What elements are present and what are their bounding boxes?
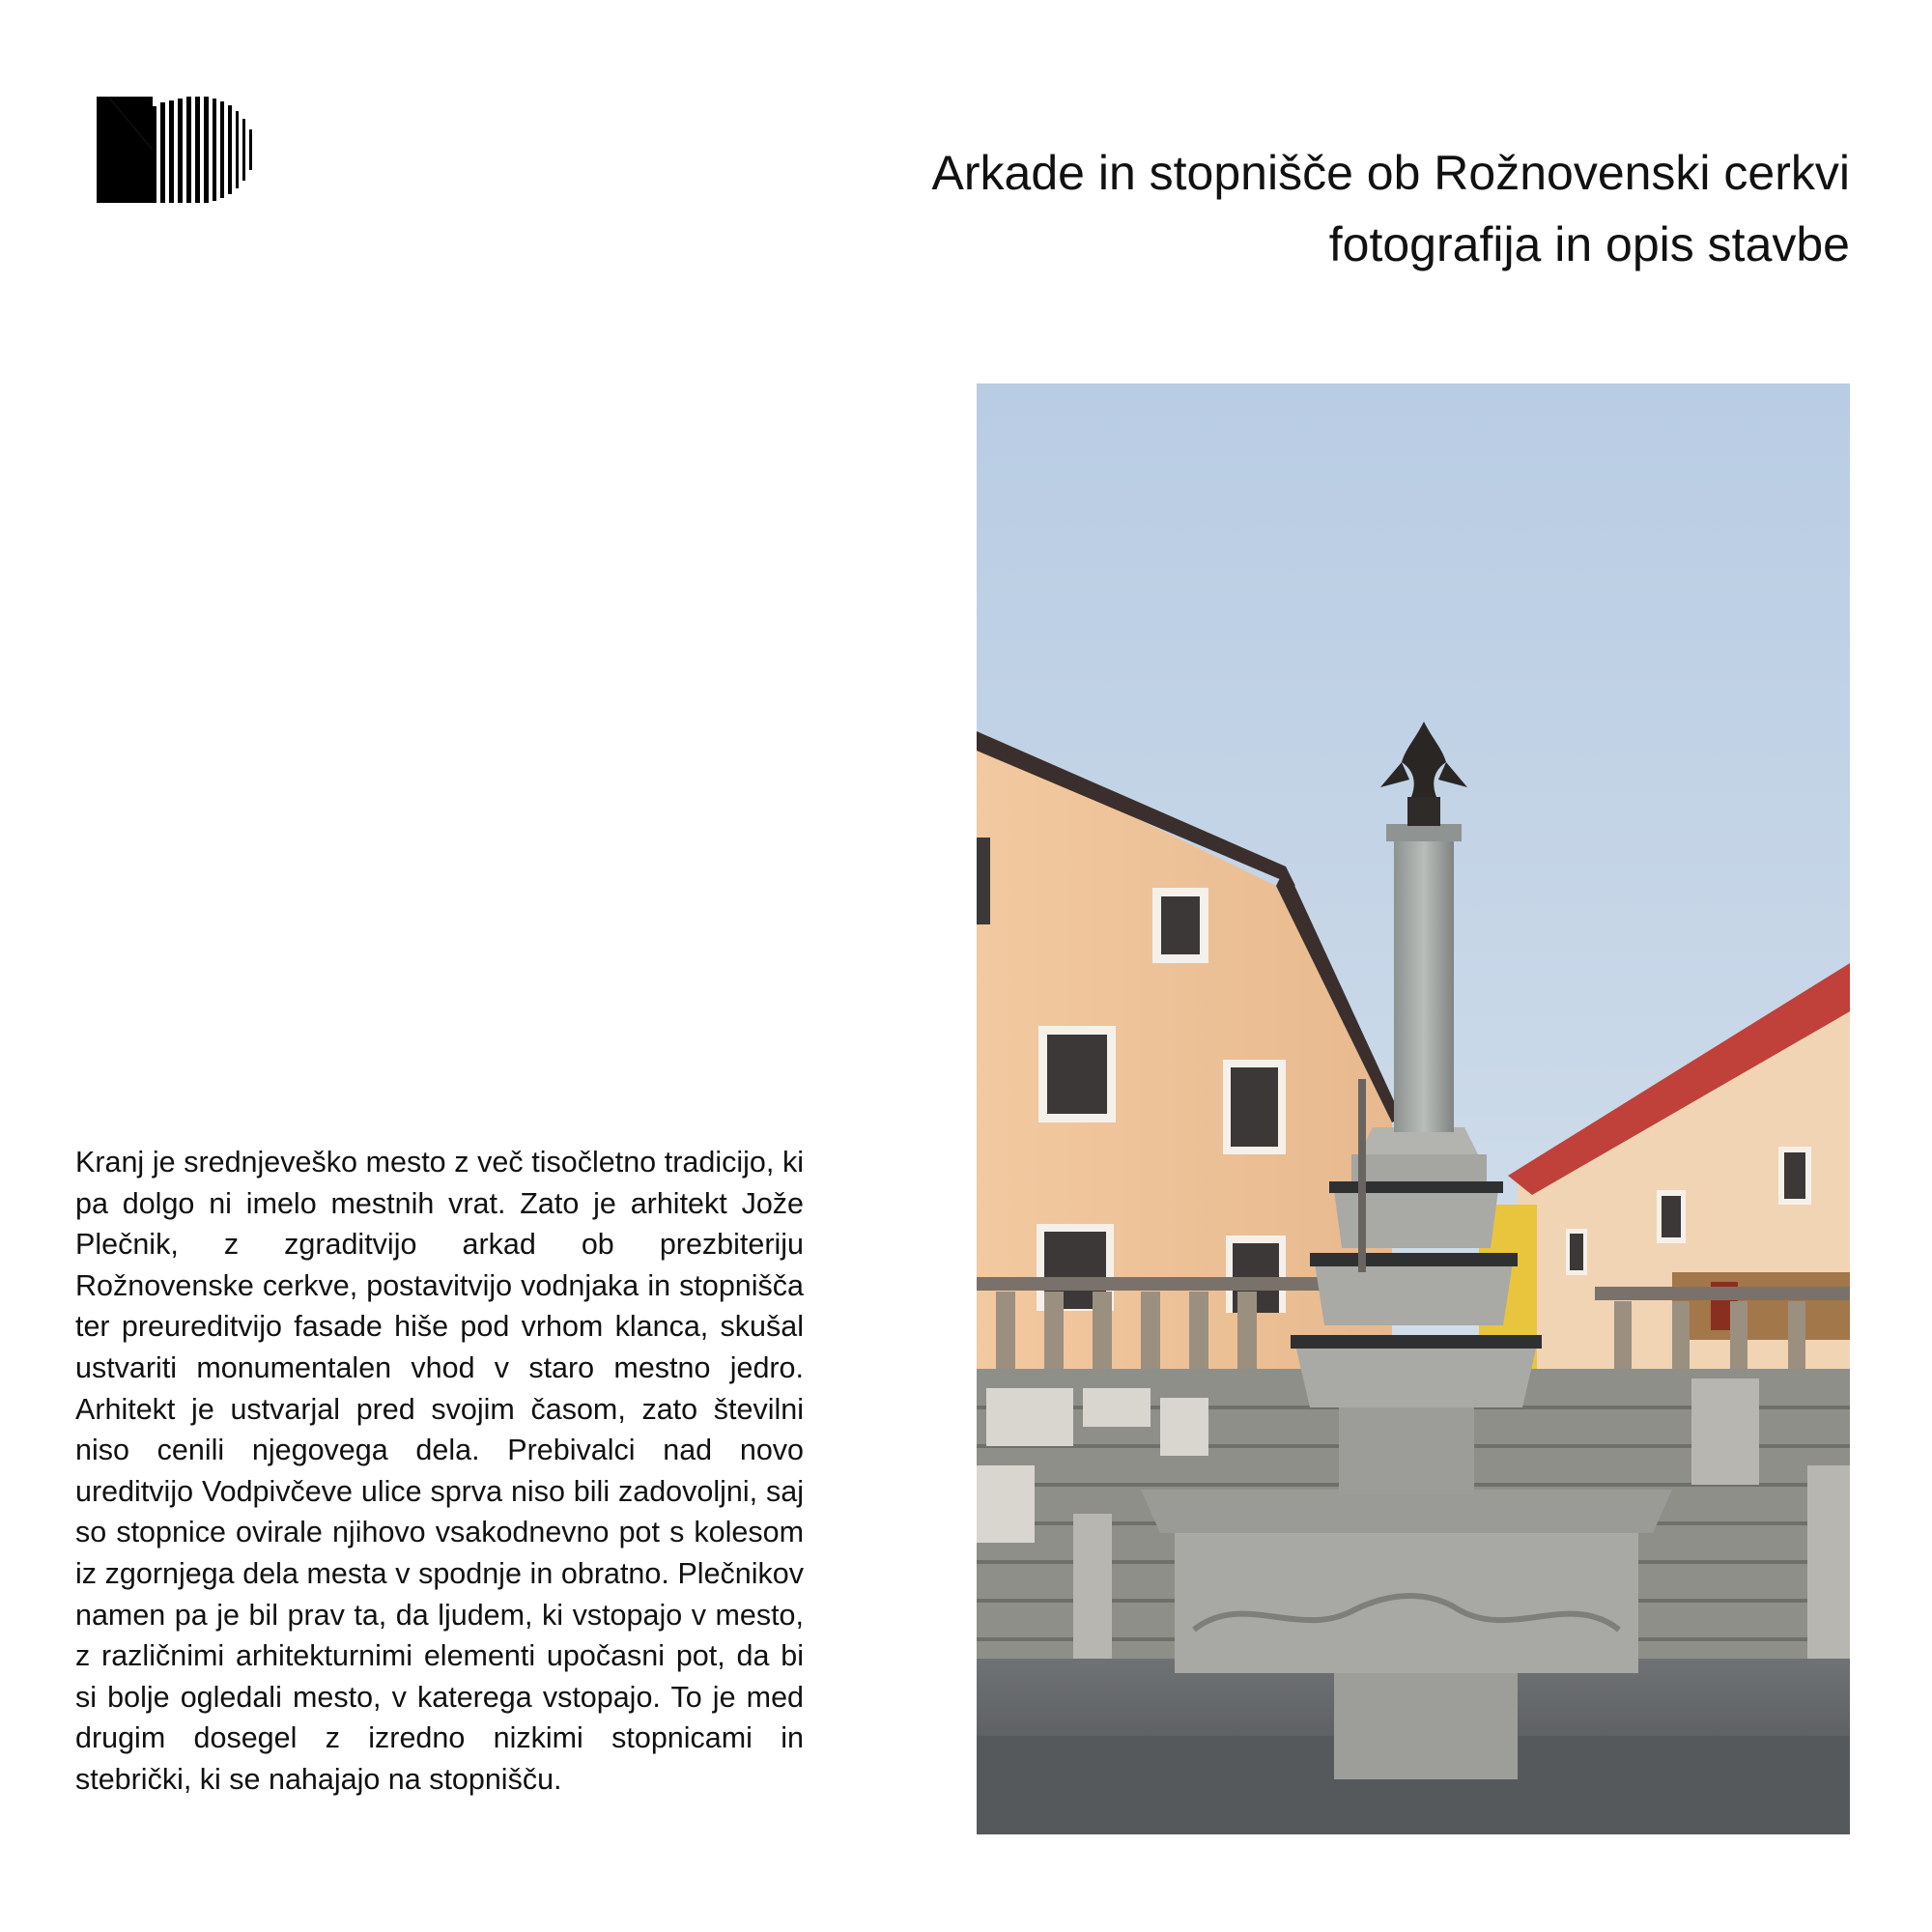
fountain-column-stairs-photo — [977, 384, 1850, 1834]
building-description: Kranj je srednjeveško mesto z več tisočletno tradicijo, ki pa dolgo ni imelo mestnih vrat. Zato je arhitekt Jože Plečnik, z zgraditvijo arkad ob prezbiteriju Rožnovenske cerkve, postavitvijo vodnjaka in stopnišča ter preureditvijo fasade hiše pod vrhom klanca, skušal ustvariti monumentalen vhod v staro mestno jedro. Arhitekt je ustvarjal pred svojim časom, zato številni niso cenili njegovega dela. Prebivalci nad novo ureditvijo Vodpivčeve ulice sprva niso bili zadovoljni, saj so stopnice ovirale njihovo vsakodnevno pot s kolesom iz zgornjega dela mesta v spodnje in obratno. Plečnikov namen pa je bil prav ta, da ljudem, ki vstopajo v mesto, z različnimi arhitekturnimi elementi upočasni pot, da bi si bolje ogledali mesto, v katerega vstopajo. To je med drugim dosegel z izredno nizkimi stopnicami in stebrički, ki se nahajajo na stopnišču. — [75, 1146, 804, 1796]
title-line-1: Arkade in stopnišče ob Rožnovenski cerkvi — [931, 146, 1850, 200]
building-photo — [977, 384, 1850, 1834]
striped-m-logo-icon — [97, 97, 263, 203]
page-title — [691, 137, 1850, 280]
title-line-2: fotografija in opis stavbe — [1328, 217, 1850, 271]
